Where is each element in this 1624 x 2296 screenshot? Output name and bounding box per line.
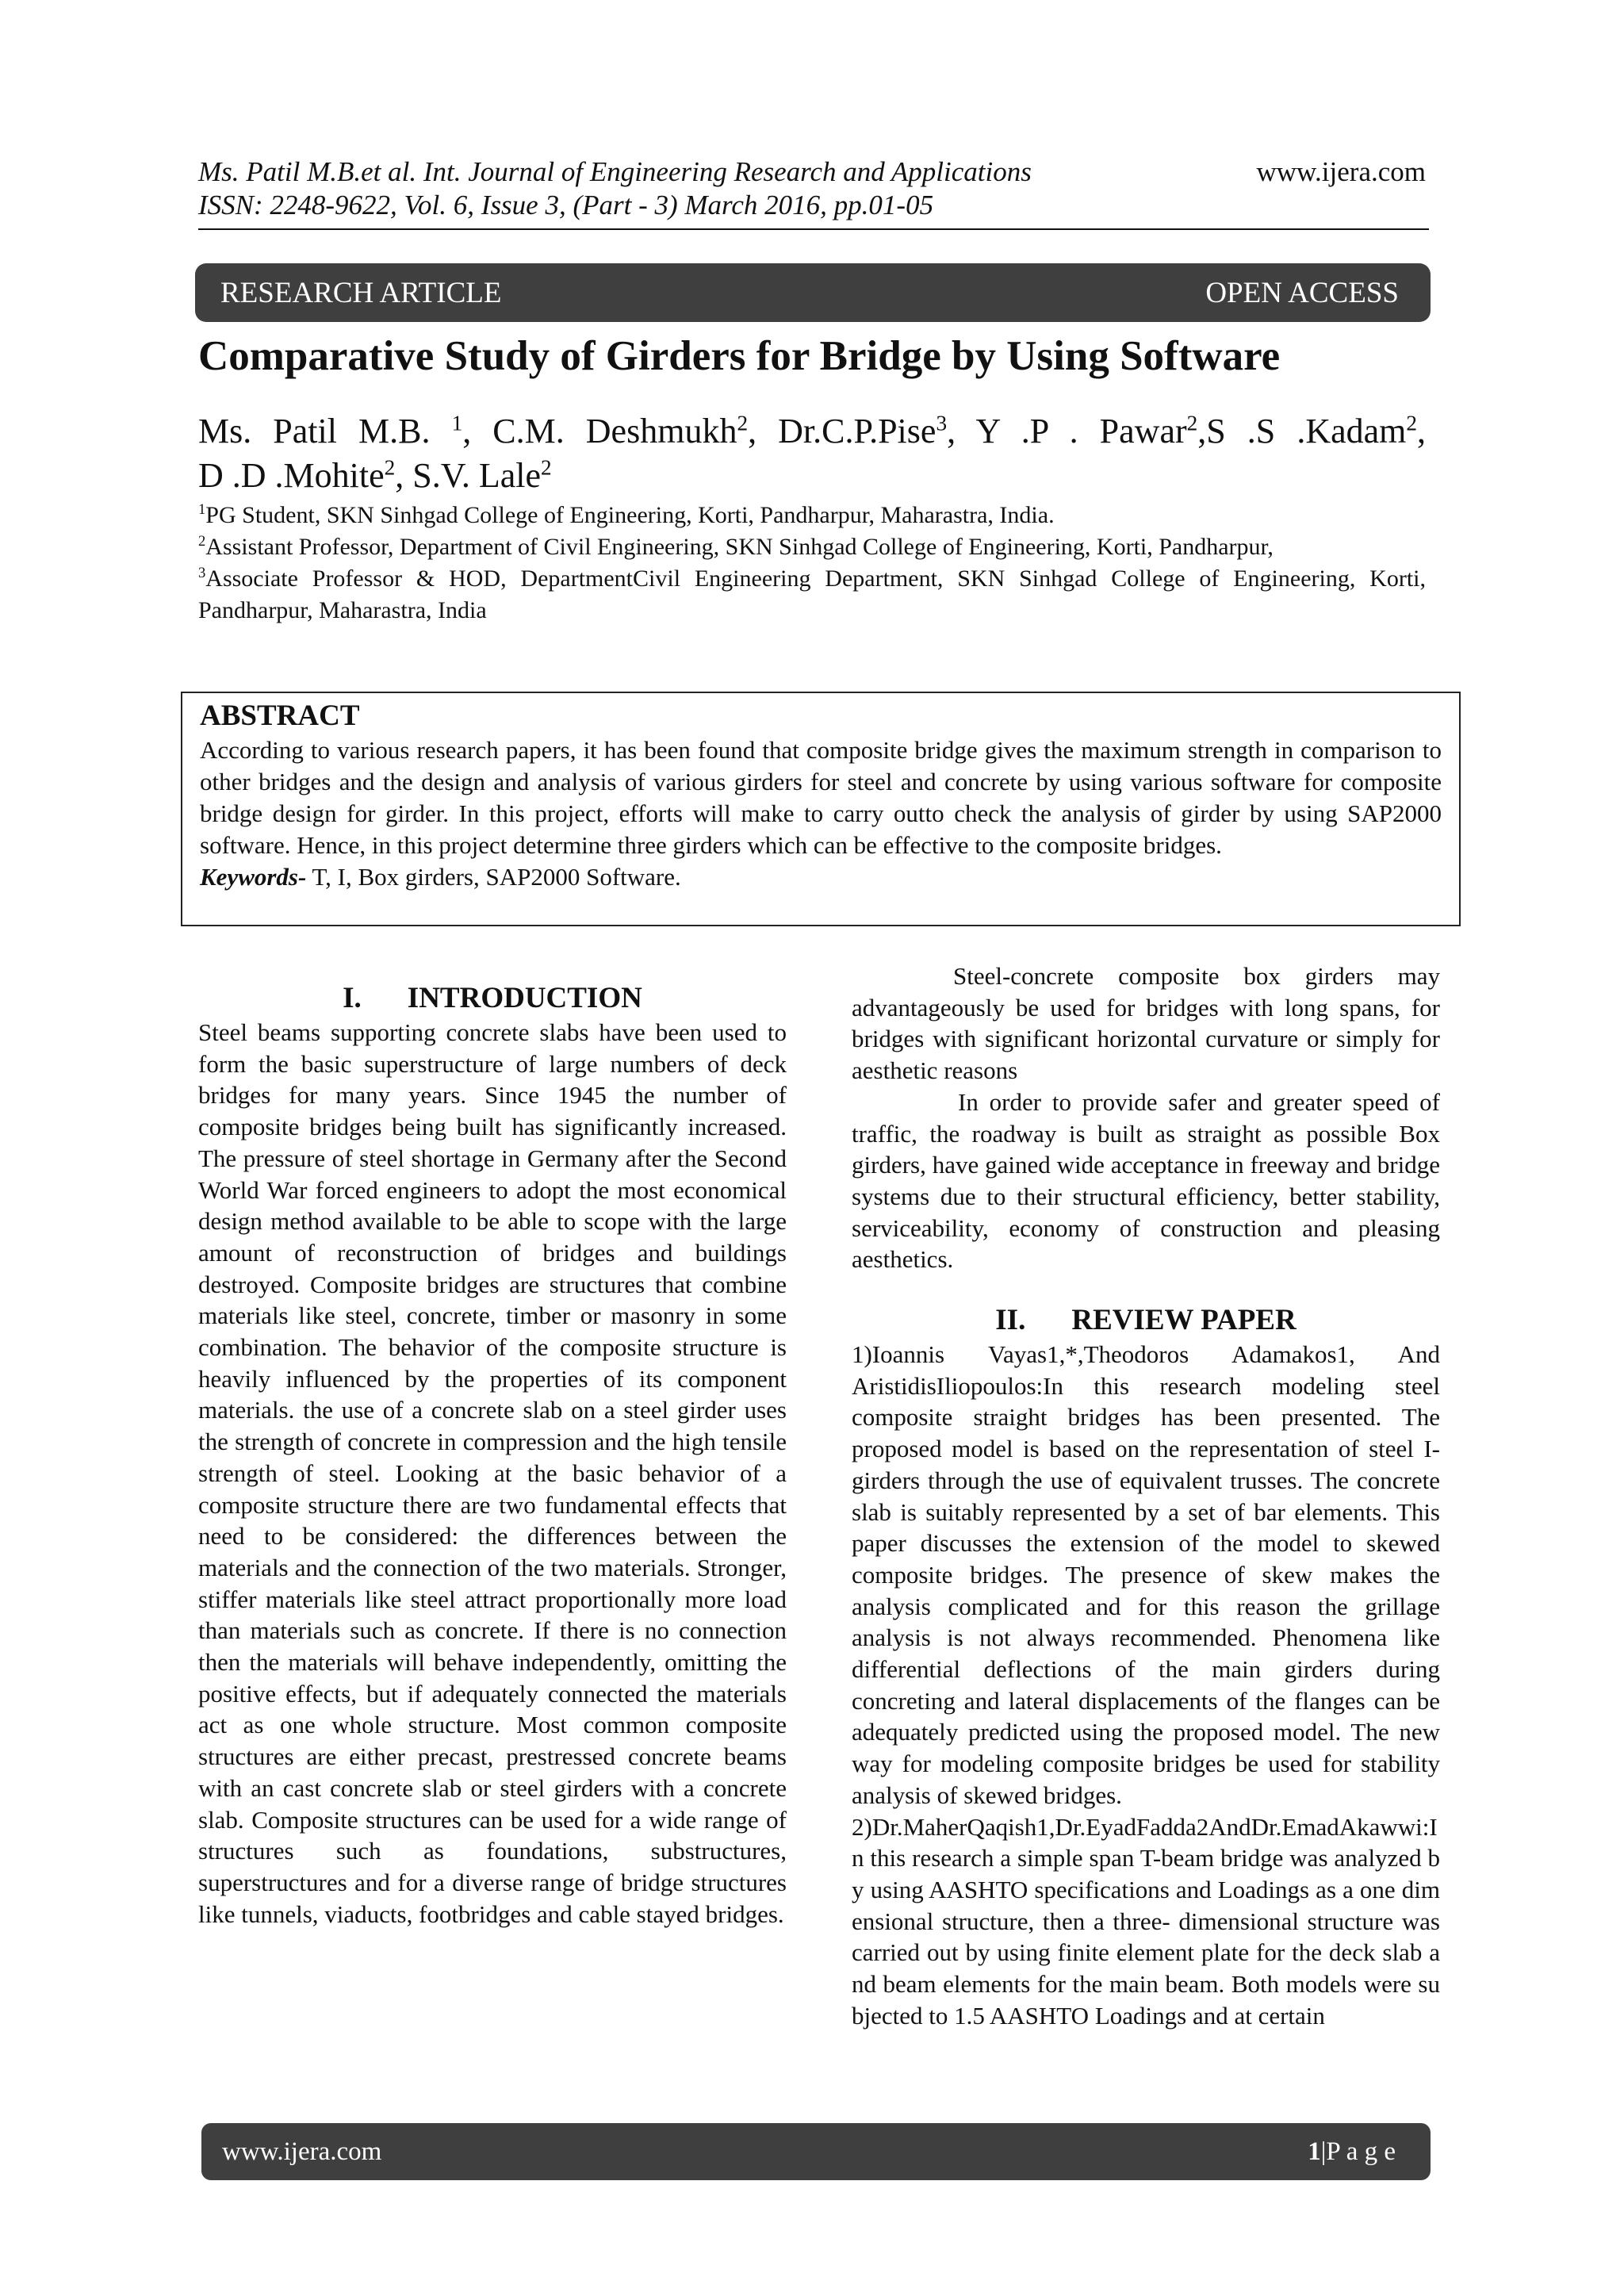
abstract-heading: ABSTRACT bbox=[200, 700, 360, 732]
journal-citation-line2: ISSN: 2248-9622, Vol. 6, Issue 3, (Part - 3) March 2016, pp.01-05 bbox=[198, 190, 934, 220]
roadway-paragraph: In order to provide safer and greater speed of traffic, the roadway is built as straight as possible Box girders, have gained wide acceptance in freeway and bridge systems due to their structural efficiency, better stability, serviceability, economy of construction and pleasing aesthetics. bbox=[852, 1087, 1440, 1274]
author-list-line2 bbox=[198, 454, 552, 498]
review-item-1: 1)Ioannis Vayas1,*,Theodoros Adamakos1, And AristidisIliopoulos:In this research modeling steel composite straight bridges has been presented. The proposed model is based on the representation of steel I-girders through the use of equivalent trusses. The concrete slab is suitably represented by a set of bar elements. This paper discusses the extension of the model to skewed composite bridges. The presence of skew makes the analysis complicated and for this reason the grillage analysis is not always recommended. Phenomena like differential deflections of the main girders during concreting and lateral displacements of the flanges can be adequately predicted using the proposed model. The new way for modeling composite bridges be used for stability analysis of skewed bridges. bbox=[852, 1340, 1440, 1809]
affiliation-3 bbox=[198, 563, 1426, 627]
affiliation-2-text: Assistant Professor, Department of Civil Engineering, SKN Sinhgad College of Engineering, Korti, Pandharpur, bbox=[205, 534, 1274, 560]
review-item-2: 2)Dr.MaherQaqish1,Dr.EyadFadda2AndDr.EmadAkawwi:In this research a simple span T-beam bridge was analyzed by using AASHTO specifications and Loadings as a one dimensional structure, then a three- dimensional structure was carried out by using finite element plate for the deck slab and beam elements for the main beam. Both models were subjected to 1.5 AASHTO Loadings and at certain bbox=[852, 1812, 1440, 2030]
affiliation-2-mark: 2 bbox=[198, 533, 206, 550]
research-article-label: RESEARCH ARTICLE bbox=[220, 276, 502, 309]
author-5: ,S .S .Kadam bbox=[1197, 412, 1407, 450]
author-4-affil: 2 bbox=[1186, 411, 1198, 435]
affiliation-1-text: PG Student, SKN Sinhgad College of Engineering, Korti, Pandharpur, Maharastra, India. bbox=[205, 502, 1055, 528]
author-separator: , bbox=[1417, 412, 1427, 450]
author-7: , S.V. Lale bbox=[395, 456, 542, 495]
footer-website: www.ijera.com bbox=[222, 2137, 382, 2166]
section-number: II. bbox=[995, 1304, 1026, 1337]
left-column bbox=[198, 980, 787, 1930]
journal-citation-line1: Ms. Patil M.B.et al. Int. Journal of Engineering Research and Applications bbox=[198, 156, 1032, 187]
author-1-affil: 1 bbox=[451, 411, 463, 435]
author-2: , C.M. Deshmukh bbox=[462, 412, 737, 450]
author-3-affil: 3 bbox=[936, 411, 948, 435]
affiliation-1-mark: 1 bbox=[198, 501, 206, 518]
abstract-box bbox=[181, 692, 1461, 926]
section-number: I. bbox=[343, 982, 362, 1014]
keywords-text: T, I, Box girders, SAP2000 Software. bbox=[306, 863, 681, 891]
affiliation-3-mark: 3 bbox=[198, 565, 206, 581]
open-access-label: OPEN ACCESS bbox=[1205, 276, 1399, 309]
author-7-affil: 2 bbox=[541, 455, 552, 480]
affiliation-1 bbox=[198, 500, 1426, 531]
running-header bbox=[198, 155, 1426, 222]
author-6: D .D .Mohite bbox=[198, 456, 385, 495]
affiliation-2 bbox=[198, 531, 1426, 563]
section-heading-introduction bbox=[198, 980, 787, 1017]
section-heading-review bbox=[852, 1302, 1440, 1339]
paper-title: Comparative Study of Girders for Bridge by Using Software bbox=[198, 333, 1281, 379]
author-6-affil: 2 bbox=[384, 455, 396, 480]
article-type-banner bbox=[195, 263, 1431, 322]
abstract-text: According to various research papers, it has been found that composite bridge gives the maximum strength in comparison to other bridges and the design and analysis of various girders for steel and concrete by using various software for composite bridge design for girder. In this project, efforts will make to carry outto check the analysis of girder by using SAP2000 software. Hence, in this project determine three girders which can be effective to the composite bridges. bbox=[200, 736, 1442, 859]
author-1: Ms. Patil M.B. bbox=[198, 412, 452, 450]
introduction-paragraph: Steel beams supporting concrete slabs have been used to form the basic superstructure of large numbers of deck bridges for many years. Since 1945 the number of composite bridges being built has significantly increased. The pressure of steel shortage in Germany after the Second World War forced engineers to adopt the most economical design method available to be able to scope with the large amount of reconstruction of bridges and buildings destroyed. Composite bridges are structures that combine materials like steel, concrete, timber or masonry in some combination. The behavior of the composite structure is heavily influenced by the properties of its component materials. the use of a concrete slab on a steel girder uses the strength of concrete in compression and the high tensile strength of steel. Looking at the basic behavior of a composite structure there are two fundamental effects that need to be considered: the differences between the materials and the connection of the two materials. Stronger, stiffer materials like steel attract proportionally more load than materials such as concrete. If there is no connection then the materials will behave independently, omitting the positive effects, but if adequately connected the materials act as one whole structure. Most common composite structures are either precast, prestressed concrete beams with an cast concrete slab or steel girders with a concrete slab. Composite structures can be used for a wide range of structures such as foundations, substructures, superstructures and for a diverse range of bridge structures like tunnels, viaducts, footbridges and cable stayed bridges. bbox=[198, 1018, 787, 1928]
keywords-label: Keywords- bbox=[200, 863, 307, 891]
page-label: |P a g e bbox=[1320, 2137, 1396, 2166]
section-title: REVIEW PAPER bbox=[1071, 1304, 1297, 1337]
page-footer bbox=[201, 2123, 1431, 2180]
author-5-affil: 2 bbox=[1406, 411, 1418, 435]
author-4: , Y .P . Pawar bbox=[947, 412, 1187, 450]
header-divider bbox=[198, 228, 1429, 230]
affiliation-3-text: Associate Professor & HOD, DepartmentCivil Engineering Department, SKN Sinhgad College of Engineering, Korti, Pandharpur, Maharastra, India bbox=[198, 565, 1426, 623]
page-number-value: 1 bbox=[1308, 2137, 1321, 2166]
author-3: , Dr.C.P.Pise bbox=[748, 412, 936, 450]
affiliations bbox=[198, 500, 1426, 627]
author-list bbox=[198, 409, 1426, 454]
keywords-line bbox=[200, 861, 1442, 893]
journal-website: www.ijera.com bbox=[1256, 156, 1426, 187]
section-title: INTRODUCTION bbox=[407, 982, 642, 1014]
page-number bbox=[1308, 2137, 1396, 2167]
box-girder-paragraph: Steel-concrete composite box girders may advantageously be used for bridges with long spans, for bridges with significant horizontal curvature or simply for aesthetic reasons bbox=[852, 962, 1440, 1085]
right-column bbox=[852, 960, 1440, 2032]
author-2-affil: 2 bbox=[737, 411, 749, 435]
